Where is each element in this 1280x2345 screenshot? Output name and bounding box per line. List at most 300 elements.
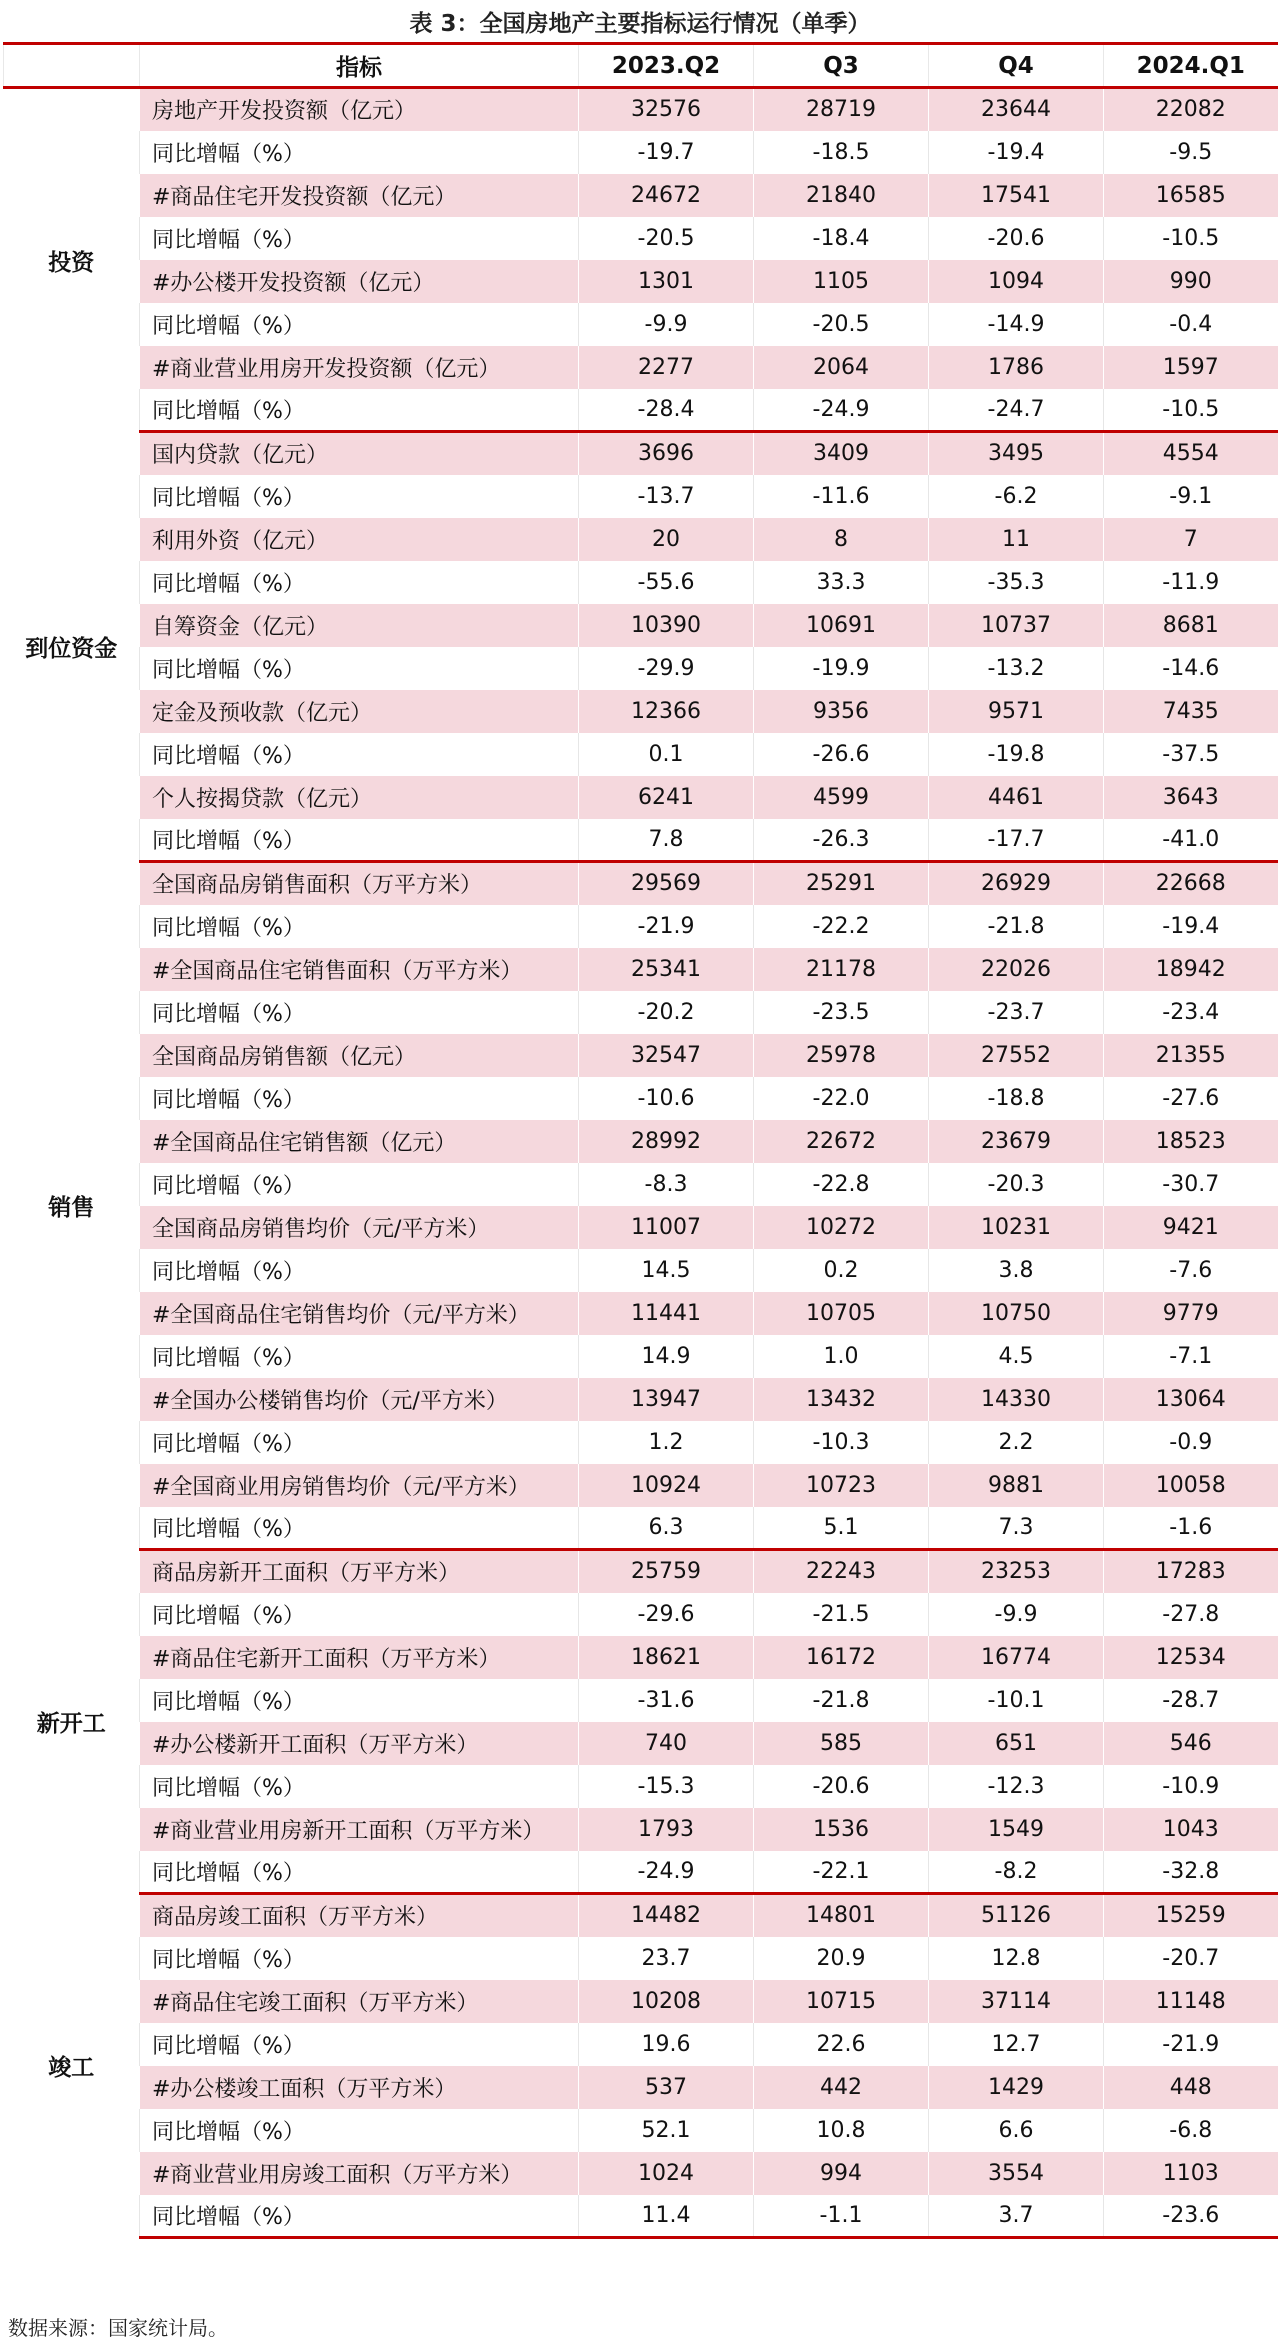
value-q3: -24.9 (754, 389, 929, 432)
header-q3: Q3 (754, 44, 929, 88)
value-q3: -18.5 (754, 131, 929, 174)
table-row (4, 2066, 1278, 2109)
value-q3: 21840 (754, 174, 929, 217)
value-q3: 20.9 (754, 1937, 929, 1980)
value-2024-q1: -10.9 (1104, 1765, 1278, 1808)
table-title: 表 3：全国房地产主要指标运行情况（单季） (409, 10, 871, 37)
value-q4: 26929 (929, 862, 1104, 905)
table-row (4, 733, 1278, 776)
value-q4: -23.7 (929, 991, 1104, 1034)
table-row (4, 1034, 1278, 1077)
value-2024-q1: -30.7 (1104, 1163, 1278, 1206)
value-2023-q2: 1793 (579, 1808, 754, 1851)
value-q3: 994 (754, 2152, 929, 2195)
value-2024-q1: -14.6 (1104, 647, 1278, 690)
indicator-label: 定金及预收款（亿元） (140, 690, 579, 733)
value-2023-q2: 52.1 (579, 2109, 754, 2152)
value-q4: -12.3 (929, 1765, 1104, 1808)
value-2024-q1: 18523 (1104, 1120, 1278, 1163)
value-q3: 10691 (754, 604, 929, 647)
value-q3: 585 (754, 1722, 929, 1765)
value-q3: -20.6 (754, 1765, 929, 1808)
table-row (4, 1851, 1278, 1894)
value-q3: -1.1 (754, 2195, 929, 2238)
value-2024-q1: 17283 (1104, 1550, 1278, 1593)
value-q4: 27552 (929, 1034, 1104, 1077)
table-row (4, 2152, 1278, 2195)
value-2024-q1: -21.9 (1104, 2023, 1278, 2066)
value-2024-q1: 9779 (1104, 1292, 1278, 1335)
value-2023-q2: 32547 (579, 1034, 754, 1077)
table-row (4, 1335, 1278, 1378)
value-q4: 10231 (929, 1206, 1104, 1249)
value-2024-q1: -37.5 (1104, 733, 1278, 776)
value-q4: -19.8 (929, 733, 1104, 776)
value-2024-q1: 12534 (1104, 1636, 1278, 1679)
value-2024-q1: 18942 (1104, 948, 1278, 991)
value-q3: 1105 (754, 260, 929, 303)
value-2023-q2: -19.7 (579, 131, 754, 174)
table-row (4, 1722, 1278, 1765)
value-2023-q2: 3696 (579, 432, 754, 475)
value-2024-q1: -7.6 (1104, 1249, 1278, 1292)
indicator-label: 同比增幅（%） (140, 1249, 579, 1292)
value-q4: 2.2 (929, 1421, 1104, 1464)
value-q3: 28719 (754, 88, 929, 131)
value-2024-q1: -27.6 (1104, 1077, 1278, 1120)
value-2023-q2: -28.4 (579, 389, 754, 432)
value-q3: -22.2 (754, 905, 929, 948)
value-q3: 5.1 (754, 1507, 929, 1550)
table-row (4, 1808, 1278, 1851)
value-2024-q1: -10.5 (1104, 217, 1278, 260)
value-2024-q1: -7.1 (1104, 1335, 1278, 1378)
table-row (4, 604, 1278, 647)
table-row (4, 1077, 1278, 1120)
value-q4: 3.7 (929, 2195, 1104, 2238)
indicator-label: 国内贷款（亿元） (140, 432, 579, 475)
value-2023-q2: -29.6 (579, 1593, 754, 1636)
indicator-label: 同比增幅（%） (140, 1163, 579, 1206)
value-q4: -20.3 (929, 1163, 1104, 1206)
value-2024-q1: -6.8 (1104, 2109, 1278, 2152)
value-2023-q2: 28992 (579, 1120, 754, 1163)
indicator-label: 全国商品房销售额（亿元） (140, 1034, 579, 1077)
indicator-label: #全国商品住宅销售面积（万平方米） (140, 948, 579, 991)
value-q4: 4.5 (929, 1335, 1104, 1378)
value-q3: 22243 (754, 1550, 929, 1593)
header-2024-q1: 2024.Q1 (1104, 44, 1278, 88)
value-q3: 22.6 (754, 2023, 929, 2066)
value-2024-q1: -0.9 (1104, 1421, 1278, 1464)
value-q3: -20.5 (754, 303, 929, 346)
value-2023-q2: -15.3 (579, 1765, 754, 1808)
value-q3: 22672 (754, 1120, 929, 1163)
table-row (4, 1550, 1278, 1593)
value-q3: 10272 (754, 1206, 929, 1249)
value-2024-q1: 11148 (1104, 1980, 1278, 2023)
value-2023-q2: 11.4 (579, 2195, 754, 2238)
value-q4: 651 (929, 1722, 1104, 1765)
value-2023-q2: 10208 (579, 1980, 754, 2023)
table-row (4, 862, 1278, 905)
value-2023-q2: 1301 (579, 260, 754, 303)
value-2024-q1: 1103 (1104, 2152, 1278, 2195)
table-row (4, 389, 1278, 432)
value-2023-q2: -9.9 (579, 303, 754, 346)
value-2024-q1: 546 (1104, 1722, 1278, 1765)
table-row (4, 1679, 1278, 1722)
indicator-label: 同比增幅（%） (140, 1679, 579, 1722)
value-2023-q2: 1.2 (579, 1421, 754, 1464)
indicator-label: 同比增幅（%） (140, 1851, 579, 1894)
value-q4: 12.8 (929, 1937, 1104, 1980)
value-q3: -22.8 (754, 1163, 929, 1206)
value-2023-q2: 537 (579, 2066, 754, 2109)
table-row (4, 1937, 1278, 1980)
indicator-label: 同比增幅（%） (140, 389, 579, 432)
value-2024-q1: 1597 (1104, 346, 1278, 389)
indicator-label: #商品住宅开发投资额（亿元） (140, 174, 579, 217)
table-row (4, 2195, 1278, 2238)
value-2024-q1: -32.8 (1104, 1851, 1278, 1894)
value-2024-q1: 8681 (1104, 604, 1278, 647)
value-2024-q1: -11.9 (1104, 561, 1278, 604)
value-2024-q1: 3643 (1104, 776, 1278, 819)
value-2024-q1: -10.5 (1104, 389, 1278, 432)
indicator-label: #全国办公楼销售均价（元/平方米） (140, 1378, 579, 1421)
indicator-label: #办公楼开发投资额（亿元） (140, 260, 579, 303)
table-row (4, 475, 1278, 518)
value-q4: 23644 (929, 88, 1104, 131)
value-q3: 10705 (754, 1292, 929, 1335)
value-q3: 16172 (754, 1636, 929, 1679)
table-row (4, 1206, 1278, 1249)
value-q3: 10723 (754, 1464, 929, 1507)
value-q3: 8 (754, 518, 929, 561)
table-row (4, 1292, 1278, 1335)
group-label: 投资 (4, 88, 140, 432)
indicator-label: 同比增幅（%） (140, 1335, 579, 1378)
value-2023-q2: 29569 (579, 862, 754, 905)
value-2023-q2: 1024 (579, 2152, 754, 2195)
table-row (4, 1636, 1278, 1679)
group-label: 到位资金 (4, 432, 140, 862)
value-q4: 17541 (929, 174, 1104, 217)
indicator-label: #全国商品住宅销售额（亿元） (140, 1120, 579, 1163)
value-q3: -19.9 (754, 647, 929, 690)
value-2024-q1: 7 (1104, 518, 1278, 561)
table-row (4, 88, 1278, 131)
indicator-label: 同比增幅（%） (140, 1077, 579, 1120)
header-group (4, 44, 140, 88)
table-row (4, 1421, 1278, 1464)
header-row (4, 44, 1278, 88)
indicator-label: 同比增幅（%） (140, 1593, 579, 1636)
table-row (4, 647, 1278, 690)
value-q4: 3495 (929, 432, 1104, 475)
value-2023-q2: -24.9 (579, 1851, 754, 1894)
table-row (4, 1464, 1278, 1507)
value-2023-q2: 12366 (579, 690, 754, 733)
value-2024-q1: -0.4 (1104, 303, 1278, 346)
value-q3: -18.4 (754, 217, 929, 260)
value-2023-q2: -29.9 (579, 647, 754, 690)
group-label: 销售 (4, 862, 140, 1550)
value-q3: -10.3 (754, 1421, 929, 1464)
value-q3: -11.6 (754, 475, 929, 518)
indicator-label: 同比增幅（%） (140, 1507, 579, 1550)
value-q4: 16774 (929, 1636, 1104, 1679)
table-row (4, 991, 1278, 1034)
value-q4: 37114 (929, 1980, 1104, 2023)
value-q4: 12.7 (929, 2023, 1104, 2066)
indicator-label: 商品房竣工面积（万平方米） (140, 1894, 579, 1937)
value-2024-q1: 448 (1104, 2066, 1278, 2109)
table-row (4, 1593, 1278, 1636)
indicator-label: 同比增幅（%） (140, 1765, 579, 1808)
header-2023-q2: 2023.Q2 (579, 44, 754, 88)
value-q3: -21.5 (754, 1593, 929, 1636)
value-2023-q2: -31.6 (579, 1679, 754, 1722)
value-q4: -20.6 (929, 217, 1104, 260)
value-q4: -9.9 (929, 1593, 1104, 1636)
indicator-label: #商品住宅新开工面积（万平方米） (140, 1636, 579, 1679)
value-2023-q2: 23.7 (579, 1937, 754, 1980)
indicator-label: 同比增幅（%） (140, 733, 579, 776)
value-2024-q1: -41.0 (1104, 819, 1278, 862)
value-q4: -10.1 (929, 1679, 1104, 1722)
table-row (4, 1980, 1278, 2023)
value-q4: 3.8 (929, 1249, 1104, 1292)
value-2023-q2: -8.3 (579, 1163, 754, 1206)
table-row (4, 217, 1278, 260)
value-2024-q1: 10058 (1104, 1464, 1278, 1507)
table-row (4, 1894, 1278, 1937)
value-2023-q2: 19.6 (579, 2023, 754, 2066)
value-2023-q2: -55.6 (579, 561, 754, 604)
value-q4: 9571 (929, 690, 1104, 733)
value-q4: -14.9 (929, 303, 1104, 346)
indicator-label: #商业营业用房竣工面积（万平方米） (140, 2152, 579, 2195)
value-2024-q1: 7435 (1104, 690, 1278, 733)
value-2024-q1: 9421 (1104, 1206, 1278, 1249)
indicator-label: #商业营业用房开发投资额（亿元） (140, 346, 579, 389)
table-row (4, 346, 1278, 389)
value-2023-q2: 2277 (579, 346, 754, 389)
value-q3: 4599 (754, 776, 929, 819)
value-2023-q2: 14482 (579, 1894, 754, 1937)
value-q4: 11 (929, 518, 1104, 561)
value-q3: 10.8 (754, 2109, 929, 2152)
value-2023-q2: 25759 (579, 1550, 754, 1593)
value-q4: -19.4 (929, 131, 1104, 174)
indicator-label: 商品房新开工面积（万平方米） (140, 1550, 579, 1593)
value-q3: -23.5 (754, 991, 929, 1034)
table-row (4, 1163, 1278, 1206)
value-2024-q1: 15259 (1104, 1894, 1278, 1937)
value-q4: -21.8 (929, 905, 1104, 948)
value-q4: 1094 (929, 260, 1104, 303)
value-q3: 13432 (754, 1378, 929, 1421)
value-2024-q1: 1043 (1104, 1808, 1278, 1851)
value-2023-q2: -13.7 (579, 475, 754, 518)
value-2024-q1: 22082 (1104, 88, 1278, 131)
table-row (4, 1249, 1278, 1292)
table-row (4, 948, 1278, 991)
table-body (4, 88, 1278, 2238)
value-q3: 33.3 (754, 561, 929, 604)
indicator-label: 同比增幅（%） (140, 2023, 579, 2066)
table-row (4, 2109, 1278, 2152)
indicator-label: 同比增幅（%） (140, 303, 579, 346)
value-q4: 51126 (929, 1894, 1104, 1937)
indicator-label: 同比增幅（%） (140, 217, 579, 260)
indicator-label: 同比增幅（%） (140, 819, 579, 862)
table-row (4, 432, 1278, 475)
value-2023-q2: 24672 (579, 174, 754, 217)
indicator-label: 全国商品房销售均价（元/平方米） (140, 1206, 579, 1249)
group-label: 竣工 (4, 1894, 140, 2238)
value-2023-q2: -10.6 (579, 1077, 754, 1120)
value-q3: -26.3 (754, 819, 929, 862)
value-q3: 14801 (754, 1894, 929, 1937)
table-row (4, 303, 1278, 346)
header-indicator: 指标 (140, 44, 579, 88)
indicator-label: 同比增幅（%） (140, 905, 579, 948)
table-row (4, 2023, 1278, 2066)
value-q4: 22026 (929, 948, 1104, 991)
value-q4: 1429 (929, 2066, 1104, 2109)
value-2024-q1: -1.6 (1104, 1507, 1278, 1550)
indicator-label: 自筹资金（亿元） (140, 604, 579, 647)
indicator-label: 同比增幅（%） (140, 475, 579, 518)
table-row (4, 518, 1278, 561)
indicator-label: #商品住宅竣工面积（万平方米） (140, 1980, 579, 2023)
indicator-label: #全国商品住宅销售均价（元/平方米） (140, 1292, 579, 1335)
value-2024-q1: -28.7 (1104, 1679, 1278, 1722)
value-q3: -26.6 (754, 733, 929, 776)
value-q4: 10737 (929, 604, 1104, 647)
value-2024-q1: -20.7 (1104, 1937, 1278, 1980)
value-2023-q2: 20 (579, 518, 754, 561)
header-q4: Q4 (929, 44, 1104, 88)
indicator-label: 同比增幅（%） (140, 2195, 579, 2238)
value-2023-q2: 740 (579, 1722, 754, 1765)
table-row (4, 260, 1278, 303)
value-2024-q1: 990 (1104, 260, 1278, 303)
value-2023-q2: -20.2 (579, 991, 754, 1034)
value-2024-q1: 4554 (1104, 432, 1278, 475)
value-2024-q1: 13064 (1104, 1378, 1278, 1421)
indicator-label: 同比增幅（%） (140, 561, 579, 604)
value-2023-q2: 10924 (579, 1464, 754, 1507)
table-row (4, 690, 1278, 733)
value-2023-q2: 13947 (579, 1378, 754, 1421)
indicator-table (3, 42, 1278, 2239)
value-q4: -24.7 (929, 389, 1104, 432)
value-q4: 1549 (929, 1808, 1104, 1851)
value-q4: -35.3 (929, 561, 1104, 604)
value-q4: 3554 (929, 2152, 1104, 2195)
indicator-label: 个人按揭贷款（亿元） (140, 776, 579, 819)
value-q3: 10715 (754, 1980, 929, 2023)
value-2023-q2: -20.5 (579, 217, 754, 260)
table-row (4, 905, 1278, 948)
table-row (4, 819, 1278, 862)
value-q4: -13.2 (929, 647, 1104, 690)
value-2024-q1: -23.4 (1104, 991, 1278, 1034)
value-q3: -21.8 (754, 1679, 929, 1722)
value-q3: 25978 (754, 1034, 929, 1077)
value-q3: 3409 (754, 432, 929, 475)
data-source-note: 数据来源：国家统计局。 (8, 2316, 228, 2340)
table-row (4, 1507, 1278, 1550)
value-2023-q2: 7.8 (579, 819, 754, 862)
indicator-label: 利用外资（亿元） (140, 518, 579, 561)
table-row (4, 1120, 1278, 1163)
value-q4: 23253 (929, 1550, 1104, 1593)
value-2024-q1: 16585 (1104, 174, 1278, 217)
value-q4: 9881 (929, 1464, 1104, 1507)
value-2023-q2: 11007 (579, 1206, 754, 1249)
table-row (4, 776, 1278, 819)
value-q4: -18.8 (929, 1077, 1104, 1120)
value-q3: -22.1 (754, 1851, 929, 1894)
value-q4: 14330 (929, 1378, 1104, 1421)
table-row (4, 561, 1278, 604)
table-row (4, 1378, 1278, 1421)
value-2024-q1: -23.6 (1104, 2195, 1278, 2238)
value-q4: 6.6 (929, 2109, 1104, 2152)
table-row (4, 174, 1278, 217)
value-q3: 1.0 (754, 1335, 929, 1378)
table-row (4, 131, 1278, 174)
value-q3: -22.0 (754, 1077, 929, 1120)
value-2023-q2: 0.1 (579, 733, 754, 776)
value-2023-q2: 11441 (579, 1292, 754, 1335)
value-2023-q2: 25341 (579, 948, 754, 991)
indicator-label: 全国商品房销售面积（万平方米） (140, 862, 579, 905)
value-2023-q2: 6241 (579, 776, 754, 819)
value-2024-q1: 22668 (1104, 862, 1278, 905)
value-q4: 4461 (929, 776, 1104, 819)
value-2024-q1: -9.1 (1104, 475, 1278, 518)
indicator-label: 房地产开发投资额（亿元） (140, 88, 579, 131)
value-2023-q2: -21.9 (579, 905, 754, 948)
value-2024-q1: 21355 (1104, 1034, 1278, 1077)
value-q4: -17.7 (929, 819, 1104, 862)
value-q4: 7.3 (929, 1507, 1104, 1550)
value-q4: -8.2 (929, 1851, 1104, 1894)
indicator-label: #全国商业用房销售均价（元/平方米） (140, 1464, 579, 1507)
indicator-label: 同比增幅（%） (140, 1421, 579, 1464)
value-q3: 2064 (754, 346, 929, 389)
value-q4: -6.2 (929, 475, 1104, 518)
value-2023-q2: 18621 (579, 1636, 754, 1679)
value-q4: 10750 (929, 1292, 1104, 1335)
value-2023-q2: 32576 (579, 88, 754, 131)
value-2023-q2: 14.5 (579, 1249, 754, 1292)
value-q3: 25291 (754, 862, 929, 905)
indicator-label: 同比增幅（%） (140, 991, 579, 1034)
value-q3: 1536 (754, 1808, 929, 1851)
indicator-label: 同比增幅（%） (140, 2109, 579, 2152)
value-q3: 21178 (754, 948, 929, 991)
value-2023-q2: 10390 (579, 604, 754, 647)
value-2023-q2: 14.9 (579, 1335, 754, 1378)
value-2023-q2: 6.3 (579, 1507, 754, 1550)
